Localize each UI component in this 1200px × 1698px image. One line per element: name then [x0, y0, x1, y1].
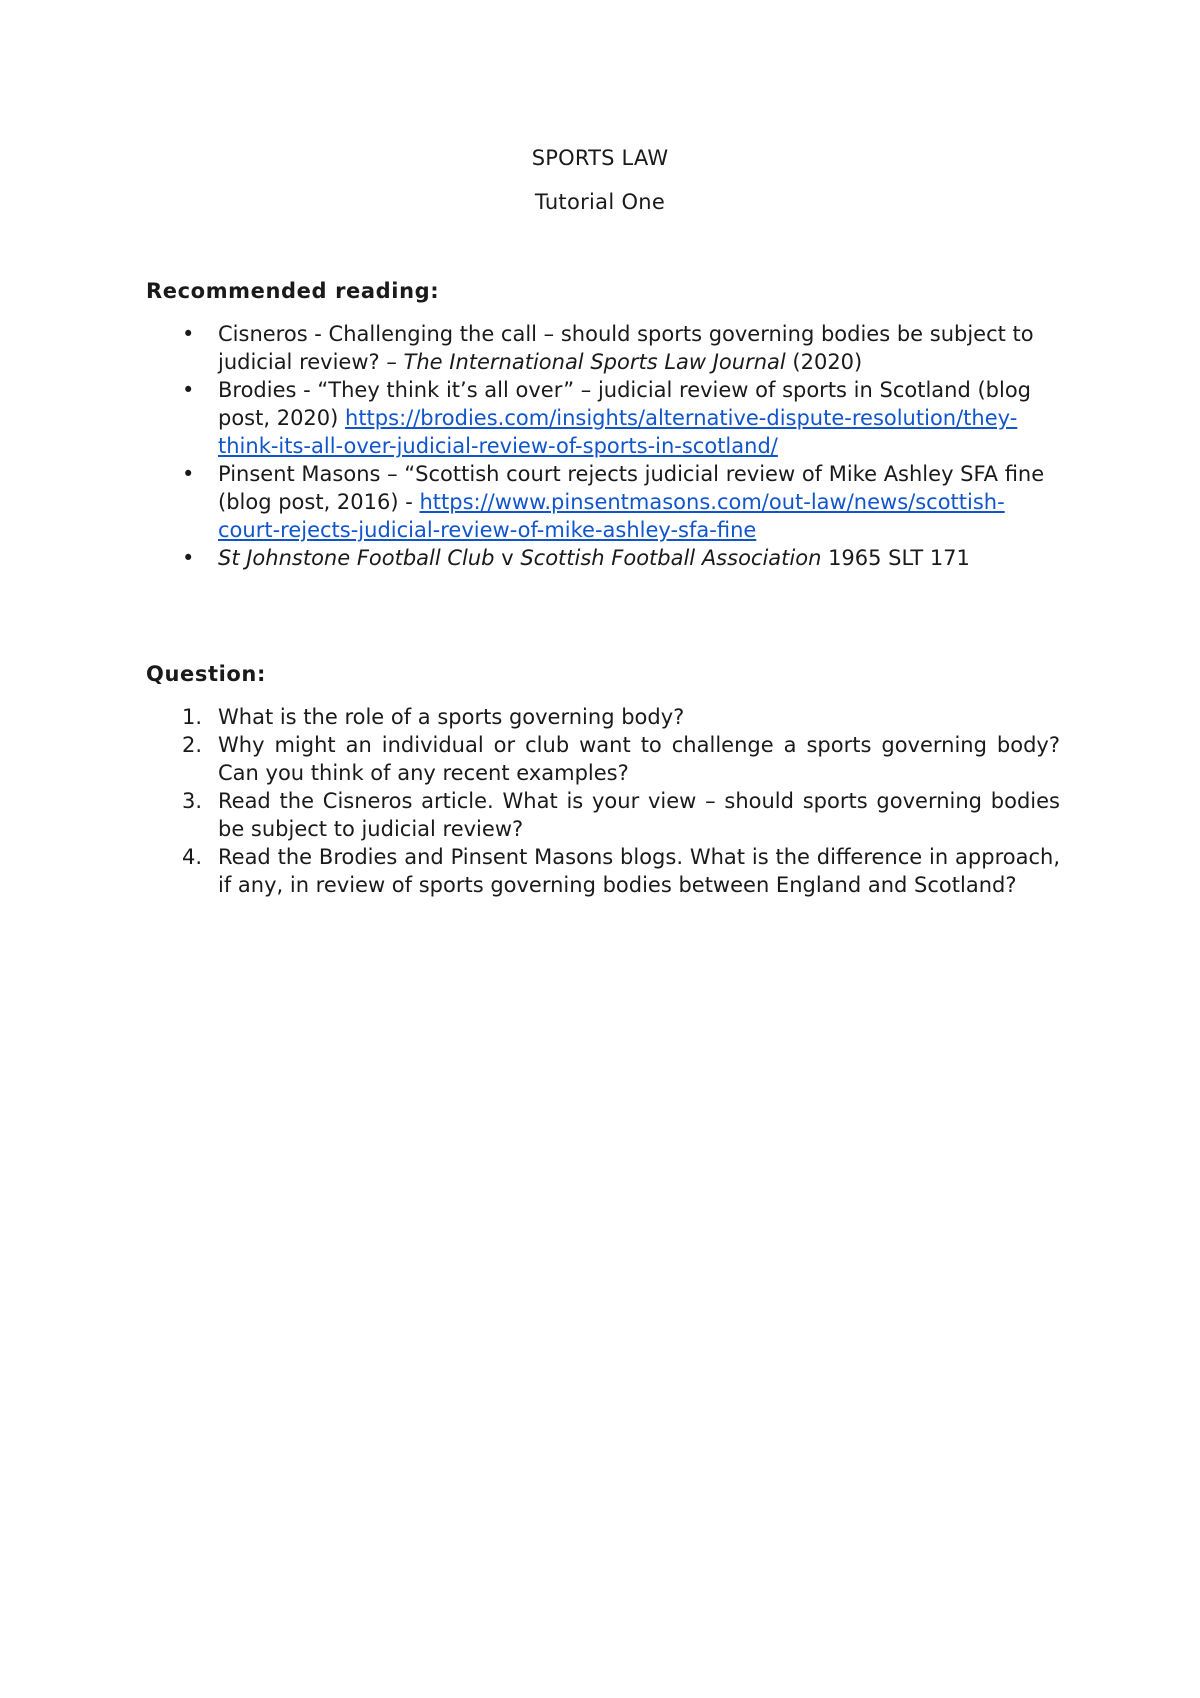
- brodies-link[interactable]: https://brodies.com/insights/alternative-dispute-resolution/they-think-its-all-over-judicial-review-of-sports-in-scotland/: [218, 406, 1018, 458]
- question-item: [146, 787, 1060, 843]
- question-list: [146, 703, 1060, 899]
- reading-item-cisneros: [146, 320, 1066, 376]
- bullet-icon: •: [182, 322, 195, 346]
- reading-heading: Recommended reading:: [146, 279, 440, 303]
- case-citation: 1965 SLT 171: [821, 546, 970, 570]
- question-number: 4.: [182, 845, 203, 869]
- case-party-two: Scottish Football Association: [520, 546, 822, 570]
- question-number: 2.: [182, 733, 203, 757]
- question-item: [146, 731, 1060, 787]
- question-item: [146, 703, 1060, 731]
- question-heading: Question:: [146, 662, 266, 686]
- question-text: Read the Brodies and Pinsent Masons blogs. What is the difference in approach, if any, in review of sports governing bodies between England and Scotland?: [218, 845, 1060, 897]
- reading-item-text: Cisneros - Challenging the call – should sports governing bodies be subject to judicial review? –: [218, 322, 1034, 374]
- question-number: 3.: [182, 789, 203, 813]
- question-text: What is the role of a sports governing body?: [218, 705, 685, 729]
- reading-list: [146, 320, 1066, 572]
- question-text: Read the Cisneros article. What is your view – should sports governing bodies be subject to judicial review?: [218, 789, 1060, 841]
- reading-item-text: Pinsent Masons – “Scottish court rejects judicial review of Mike Ashley SFA fine (blog post, 2016) -: [218, 462, 1045, 514]
- question-text: Why might an individual or club want to challenge a sports governing body? Can you think of any recent examples?: [218, 733, 1060, 785]
- case-versus: v: [494, 546, 521, 570]
- reading-item-brodies: [146, 376, 1066, 460]
- reading-item-year: (2020): [785, 350, 863, 374]
- bullet-icon: •: [182, 462, 195, 486]
- question-item: [146, 843, 1060, 899]
- bullet-icon: •: [182, 378, 195, 402]
- case-party-one: St Johnstone Football Club: [218, 546, 495, 570]
- question-number: 1.: [182, 705, 203, 729]
- reading-item-text: Brodies - “They think it’s all over” – judicial review of sports in Scotland (blog post, 2020): [218, 378, 1032, 430]
- document-title: SPORTS LAW: [531, 146, 669, 170]
- document-subtitle: Tutorial One: [534, 190, 666, 214]
- reading-item-case: [146, 544, 1066, 572]
- reading-item-pinsent-masons: [146, 460, 1066, 544]
- pinsent-masons-link[interactable]: https://www.pinsentmasons.com/out-law/news/scottish-court-rejects-judicial-review-of-mike-ashley-sfa-fine: [218, 490, 1005, 542]
- bullet-icon: •: [182, 546, 195, 570]
- journal-title: The International Sports Law Journal: [403, 350, 786, 374]
